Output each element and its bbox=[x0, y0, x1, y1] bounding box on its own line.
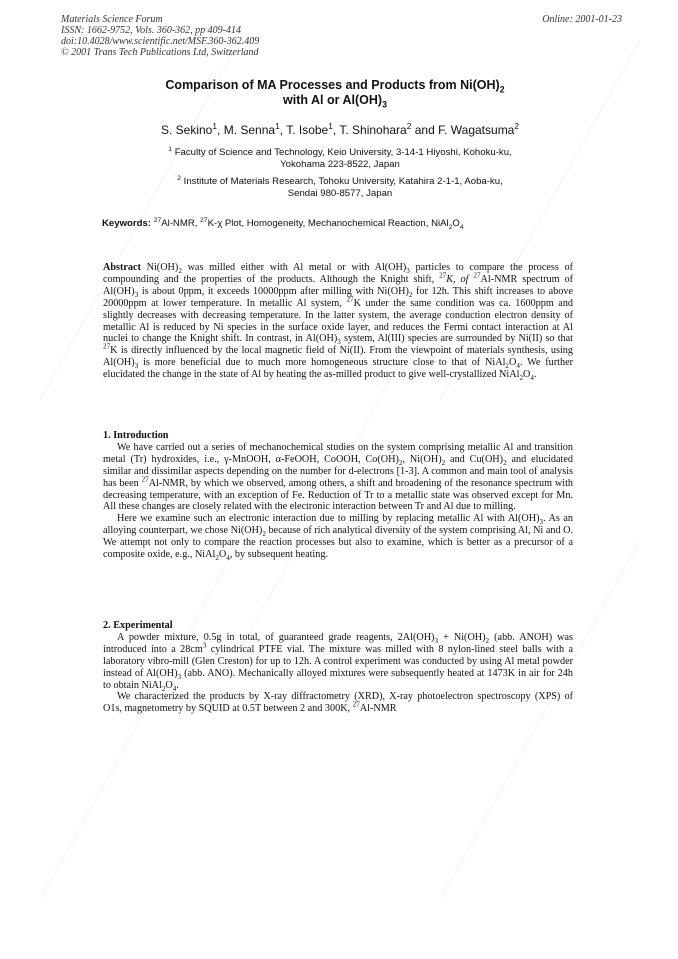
issn-line: ISSN: 1662-9752, Vols. 360-362, pp 409-414 bbox=[61, 25, 241, 36]
title-subscript: 2 bbox=[499, 84, 505, 95]
text-run: O bbox=[523, 369, 531, 381]
subscript: 4 bbox=[516, 362, 520, 371]
isotope-sup: 27 bbox=[200, 216, 208, 224]
text-run: and Cu(OH) bbox=[445, 453, 504, 465]
text-run: K is directly influenced by the local magnetic field of Ni(II). From the viewpoint of materials synthesis, using Al(OH) bbox=[103, 345, 573, 369]
text-run: O bbox=[165, 679, 173, 691]
text-run: was milled either with Al metal or with Al(OH) bbox=[181, 262, 407, 273]
text-run: K under the same condition was ca. 1600ppm and slightly decreases with decreasing temperature. In the latter system, the average conduction electron density of metallic Al is reduced by Ni species in the surface oxide layer, and reduces the Fermi contact interaction at Al nuclei to change the Knight shift. In contrast, in Al(OH) bbox=[103, 297, 574, 345]
isotope-sup: 27 bbox=[346, 295, 354, 304]
text-run: O bbox=[508, 357, 517, 369]
affiliation-text: Yokohama 223-8522, Japan bbox=[280, 159, 400, 170]
isotope-sup: 27 bbox=[141, 475, 149, 484]
affiliation-text: Institute of Materials Research, Tohoku University, Katahira 2-1-1, Aoba-ku, bbox=[183, 176, 503, 187]
author-name: T. Shinohara bbox=[339, 123, 407, 137]
subscript: 2 bbox=[215, 554, 219, 563]
author-name: F. Wagatsuma bbox=[438, 123, 515, 137]
isotope-sup: 27 bbox=[352, 700, 360, 709]
subscript: 2 bbox=[519, 374, 523, 383]
separator: , bbox=[279, 123, 287, 137]
body-paragraph bbox=[103, 513, 573, 561]
online-date: Online: 2001-01-23 bbox=[542, 14, 622, 25]
subscript: 3 bbox=[434, 636, 439, 645]
author-name: M. Senna bbox=[223, 123, 276, 137]
abstract-paragraph bbox=[103, 262, 573, 381]
subscript: 3 bbox=[406, 267, 410, 276]
subscript: 3 bbox=[134, 362, 139, 371]
affiliation-text: Faculty of Science and Technology, Keio University, 3-14-1 Hiyoshi, Kohoku-ku, bbox=[174, 147, 512, 158]
affil-marker: 1 bbox=[168, 145, 173, 153]
doi-link[interactable]: doi:10.4028/www.scientific.net/MSF.360-362.409 bbox=[61, 36, 260, 47]
subscript: 3 bbox=[177, 672, 182, 681]
text-run: for 12h. This shift increases to above 20000ppm at lower temperature. In metallic Al system, bbox=[103, 285, 573, 309]
keyword: Al-NMR, bbox=[161, 218, 201, 229]
author-list bbox=[60, 123, 620, 137]
subscript: 2 bbox=[503, 458, 507, 467]
text-run: . bbox=[176, 679, 179, 691]
body-paragraph bbox=[103, 691, 573, 715]
superscript: 3 bbox=[202, 641, 207, 650]
copyright-line: © 2001 Trans Tech Publications Ltd, Switzerland bbox=[61, 47, 259, 58]
title-line-1: Comparison of MA Processes and Products from Ni(OH) bbox=[165, 78, 500, 92]
text-run: Here we examine such an electronic interaction due to milling by replacing metallic Al with Al(OH) bbox=[117, 513, 540, 525]
subscript: 2 bbox=[178, 267, 182, 276]
text-run: We characterized the products by X-ray diffractometry (XRD), X-ray photoelectron spectroscopy (XPS) of O1s, magnetometry by SQUID at 0.5T between 2 and 300K, bbox=[103, 691, 573, 715]
title-line-2: with Al or Al(OH) bbox=[283, 93, 383, 107]
text-run: Al-NMR bbox=[359, 703, 397, 715]
keywords-label: Keywords: bbox=[102, 218, 152, 229]
isotope-sup: 27 bbox=[153, 216, 162, 224]
affil-marker: 1 bbox=[328, 121, 333, 131]
body-paragraph bbox=[103, 632, 573, 692]
separator: , bbox=[332, 123, 340, 137]
text-run: . bbox=[533, 369, 537, 381]
affiliation-2 bbox=[120, 176, 560, 200]
subscript: 3 bbox=[539, 518, 544, 527]
publication-info bbox=[61, 14, 259, 58]
text-run: , by subsequent heating. bbox=[229, 549, 328, 561]
subscript: 4 bbox=[172, 684, 177, 693]
separator: and bbox=[411, 123, 439, 137]
title-subscript: 3 bbox=[382, 99, 387, 110]
author-name: T. Isobe bbox=[286, 123, 329, 137]
subscript: 2 bbox=[408, 290, 413, 299]
subscript: 3 bbox=[134, 290, 139, 299]
text-run: + Ni(OH) bbox=[438, 631, 486, 643]
subscript: 4 bbox=[459, 223, 464, 231]
subscript: 2 bbox=[262, 530, 266, 539]
body-paragraph bbox=[103, 442, 573, 513]
text-run: O bbox=[218, 549, 227, 561]
keyword: O bbox=[452, 218, 460, 229]
text-run: (abb. ANO). Mechanically alloyed mixtures were subsequently heated at 1473K in air for 24h to obtain NiAl bbox=[103, 667, 573, 691]
affil-marker: 1 bbox=[275, 121, 280, 131]
subscript: 2 bbox=[505, 362, 509, 371]
separator: , bbox=[217, 123, 224, 137]
text-run: cylindrical PTFE vial. The mixture was milled with 8 nylon-lined steel balls with a laboratory vibro-mill (Glen Creston) for up to 12h. A control experiment was conducted by using Al metal powder instead of Al(OH) bbox=[103, 643, 573, 679]
abstract-label: Abstract bbox=[103, 262, 141, 273]
text-run: K, of bbox=[446, 273, 474, 285]
section-heading: 1. Introduction bbox=[103, 430, 169, 441]
keyword: K-χ Plot, Homogeneity, Mechanochemical Reaction, NiAl bbox=[207, 218, 449, 229]
text-run: and elucidated similar and dissimilar aspects depending on the number for d-electrons [1-3]. A common and main tool of analysis has been bbox=[103, 453, 573, 489]
subscript: 2 bbox=[161, 684, 166, 693]
affil-marker: 2 bbox=[177, 174, 181, 182]
text-run: (abb. ANOH) was introduced into a 28cm bbox=[103, 631, 573, 655]
text-run: A powder mixture, 0.5g in total, of guaranteed grade reagents, 2Al(OH) bbox=[117, 631, 435, 643]
affiliation-text: Sendai 980-8577, Japan bbox=[287, 188, 393, 199]
isotope-sup: 27 bbox=[473, 271, 481, 280]
text-run: . We further elucidated the change in the state of Al by heating the as-milled product to give well-crystallized NiAl bbox=[103, 357, 573, 381]
experimental-section bbox=[103, 620, 573, 715]
text-run: Ni(OH) bbox=[140, 262, 179, 273]
affil-marker: 1 bbox=[212, 121, 218, 131]
text-run: system, Al(III) species are surrounded by Ni(II) so that bbox=[340, 333, 573, 345]
affiliation-1 bbox=[120, 147, 560, 171]
affil-marker: 2 bbox=[406, 121, 412, 131]
text-run: particles to compare the process of compounding and the properties of the products. Although the Knight shift, bbox=[103, 262, 573, 285]
isotope-sup: 27 bbox=[103, 342, 111, 351]
subscript: 2 bbox=[441, 458, 446, 467]
text-run: Al-NMR, by which we observed, among others, a shift and broadening of the resonance spectrum with decreasing temperature, with an exception of Fe. Reduction of Tr to a metallic state was observed except for Mn. All these changes are closely related with the electronic interaction between Tr and Al due to milling. bbox=[103, 477, 574, 513]
subscript: 3 bbox=[337, 338, 341, 347]
introduction-section bbox=[103, 430, 573, 561]
subscript: 2 bbox=[448, 223, 453, 231]
text-run: . As an alloying counterpart, we chose Ni(OH) bbox=[103, 513, 573, 537]
keywords-line bbox=[102, 218, 464, 229]
subscript: 4 bbox=[530, 374, 534, 383]
text-run: because of rich analytical diversity of the system comprising Al, Ni and O. We attempt not only to compare the reaction processes but also to examine, which is better as a precursor of a composite oxide, e.g., NiAl bbox=[103, 525, 573, 561]
text-run: , Ni(OH) bbox=[402, 453, 442, 465]
author-name: S. Sekino bbox=[160, 123, 213, 137]
subscript: 2 bbox=[398, 458, 403, 467]
subscript: 4 bbox=[226, 554, 230, 563]
isotope-sup: 27 bbox=[439, 271, 447, 280]
text-run: is about 0ppm, it exceeds 10000ppm after milling with Ni(OH) bbox=[138, 285, 409, 297]
paper-title bbox=[100, 78, 570, 108]
affil-marker: 2 bbox=[514, 121, 520, 131]
subscript: 2 bbox=[485, 636, 490, 645]
journal-name: Materials Science Forum bbox=[61, 14, 163, 25]
text-run: Al-NMR spectrum of Al(OH) bbox=[103, 273, 573, 297]
section-heading: 2. Experimental bbox=[103, 620, 173, 631]
abstract-section bbox=[103, 262, 573, 381]
text-run: We have carried out a series of mechanochemical studies on the system comprising metallic Al and transition metal (Tr) hydroxides, i.e., γ-MnOOH, α-FeOOH, CoOOH, Co(OH) bbox=[103, 441, 573, 465]
text-run: is more beneficial due to much more homogeneous structure close to that of NiAl bbox=[138, 357, 506, 369]
